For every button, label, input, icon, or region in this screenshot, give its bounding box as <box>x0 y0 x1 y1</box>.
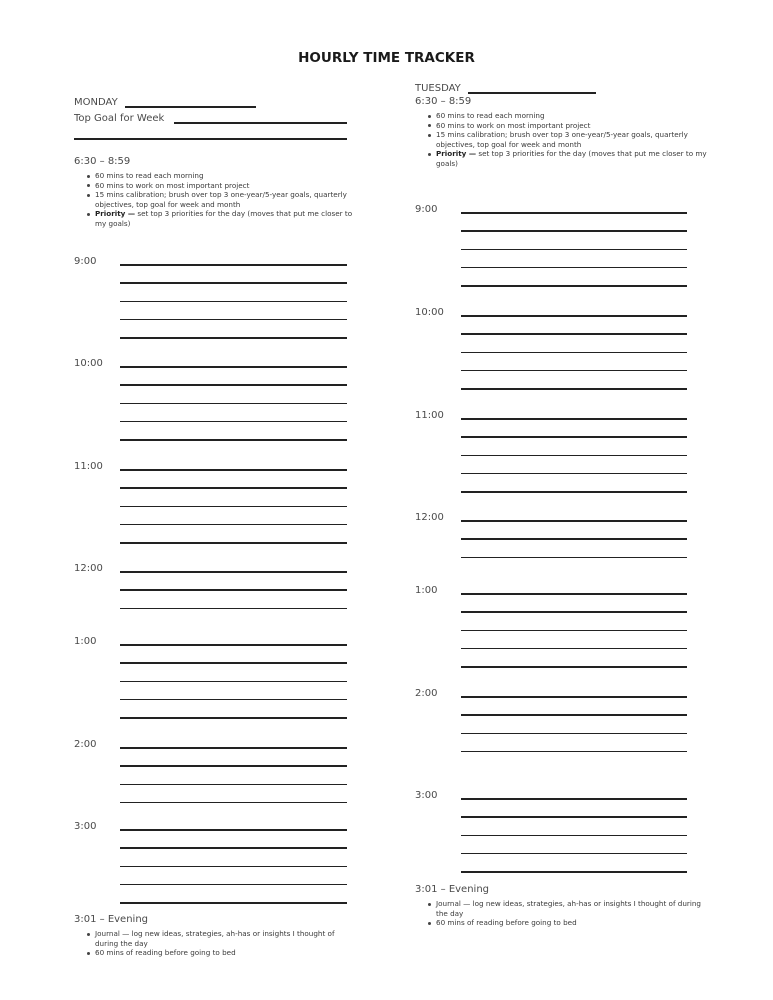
monday-morning-label: 6:30 – 8:59 <box>74 156 131 167</box>
tuesday-label: TUESDAY <box>415 83 461 94</box>
hour-entry-line[interactable] <box>461 388 687 390</box>
hour-entry-line[interactable] <box>120 403 347 405</box>
hour-entry-line[interactable] <box>120 847 347 849</box>
hour-label: 12:00 <box>415 512 444 523</box>
hour-entry-line[interactable] <box>120 542 347 544</box>
tuesday-date-field[interactable] <box>468 92 596 94</box>
hour-entry-line[interactable] <box>461 455 687 457</box>
hour-entry-line[interactable] <box>120 765 347 767</box>
hour-label: 12:00 <box>74 563 103 574</box>
hour-entry-line[interactable] <box>120 866 347 868</box>
hour-entry-line[interactable] <box>461 352 687 354</box>
hour-entry-line[interactable] <box>120 681 347 683</box>
tuesday-morning-list <box>425 111 715 169</box>
priority-bold: Priority — <box>436 149 477 159</box>
priority-text: set top 3 priorities for the day (moves that put me closer to my goals) <box>436 149 707 168</box>
hour-entry-line[interactable] <box>461 835 687 837</box>
monday-evening-label: 3:01 – Evening <box>74 914 149 925</box>
priority-bold: Priority — <box>95 209 136 219</box>
hour-entry-line[interactable] <box>120 902 347 904</box>
hour-entry-line[interactable] <box>120 264 347 266</box>
hour-entry-line[interactable] <box>461 798 687 800</box>
hour-entry-line[interactable] <box>120 282 347 284</box>
hour-entry-line[interactable] <box>461 230 687 232</box>
hour-entry-line[interactable] <box>461 520 687 522</box>
hour-entry-line[interactable] <box>461 418 687 420</box>
hour-entry-line[interactable] <box>461 370 687 372</box>
top-goal-field-line-2[interactable] <box>74 138 347 140</box>
hour-entry-line[interactable] <box>461 816 687 818</box>
hour-entry-line[interactable] <box>461 538 687 540</box>
hour-entry-line[interactable] <box>461 212 687 214</box>
list-item: Journal — log new ideas, strategies, ah-has or insights I thought of during the day <box>425 899 715 918</box>
hour-entry-line[interactable] <box>120 524 347 526</box>
hour-entry-line[interactable] <box>461 611 687 613</box>
hour-entry-line[interactable] <box>120 784 347 786</box>
tuesday-evening-list <box>425 899 715 928</box>
hour-entry-line[interactable] <box>120 487 347 489</box>
hour-entry-line[interactable] <box>461 733 687 735</box>
hour-entry-line[interactable] <box>461 267 687 269</box>
list-item: 15 mins calibration; brush over top 3 one-year/5-year goals, quarterly objectives, top goal for week and month <box>425 130 715 149</box>
top-goal-field[interactable] <box>174 122 347 124</box>
list-item: 60 mins to work on most important project <box>84 181 359 191</box>
hour-entry-line[interactable] <box>461 853 687 855</box>
hour-entry-line[interactable] <box>461 249 687 251</box>
hour-label: 9:00 <box>415 204 438 215</box>
tuesday-morning-label: 6:30 – 8:59 <box>415 96 472 107</box>
hour-entry-line[interactable] <box>461 473 687 475</box>
hour-entry-line[interactable] <box>120 421 347 423</box>
hour-label: 2:00 <box>74 739 97 750</box>
hour-entry-line[interactable] <box>120 366 347 368</box>
list-item: 60 mins to read each morning <box>425 111 715 121</box>
hour-entry-line[interactable] <box>120 662 347 664</box>
hour-entry-line[interactable] <box>120 644 347 646</box>
hour-entry-line[interactable] <box>120 589 347 591</box>
hour-entry-line[interactable] <box>120 319 347 321</box>
hour-entry-line[interactable] <box>120 802 347 804</box>
tuesday-evening-label: 3:01 – Evening <box>415 884 490 895</box>
hour-entry-line[interactable] <box>120 337 347 339</box>
hour-entry-line[interactable] <box>461 557 687 559</box>
hour-entry-line[interactable] <box>461 648 687 650</box>
hour-label: 11:00 <box>415 410 444 421</box>
priority-text: set top 3 priorities for the day (moves that put me closer to my goals) <box>95 209 353 228</box>
list-item <box>425 149 715 168</box>
hour-entry-line[interactable] <box>120 571 347 573</box>
hour-entry-line[interactable] <box>120 439 347 441</box>
list-item: 60 mins of reading before going to bed <box>84 948 359 958</box>
hour-entry-line[interactable] <box>461 751 687 753</box>
hour-label: 1:00 <box>415 585 438 596</box>
list-item: Journal — log new ideas, strategies, ah-has or insights I thought of during the day <box>84 929 359 948</box>
monday-evening-list <box>84 929 359 958</box>
list-item: 60 mins to read each morning <box>84 171 359 181</box>
monday-morning-list <box>84 171 359 229</box>
hour-entry-line[interactable] <box>120 608 347 610</box>
hour-entry-line[interactable] <box>120 829 347 831</box>
hour-entry-line[interactable] <box>120 384 347 386</box>
hour-entry-line[interactable] <box>120 747 347 749</box>
list-item <box>84 209 359 228</box>
hour-entry-line[interactable] <box>461 285 687 287</box>
hour-entry-line[interactable] <box>120 884 347 886</box>
hour-entry-line[interactable] <box>461 315 687 317</box>
hour-entry-line[interactable] <box>120 717 347 719</box>
list-item: 15 mins calibration; brush over top 3 one-year/5-year goals, quarterly objectives, top goal for week and month <box>84 190 359 209</box>
hour-entry-line[interactable] <box>461 714 687 716</box>
hour-entry-line[interactable] <box>461 491 687 493</box>
hour-entry-line[interactable] <box>461 696 687 698</box>
page-title: HOURLY TIME TRACKER <box>298 50 475 66</box>
list-item: 60 mins of reading before going to bed <box>425 918 715 928</box>
hour-entry-line[interactable] <box>461 333 687 335</box>
hour-entry-line[interactable] <box>120 469 347 471</box>
hour-entry-line[interactable] <box>461 436 687 438</box>
hour-label: 1:00 <box>74 636 97 647</box>
hour-entry-line[interactable] <box>120 699 347 701</box>
hour-label: 10:00 <box>74 358 103 369</box>
monday-date-field[interactable] <box>125 106 256 108</box>
hour-label: 10:00 <box>415 307 444 318</box>
hour-label: 2:00 <box>415 688 438 699</box>
monday-label: MONDAY <box>74 97 118 108</box>
hour-entry-line[interactable] <box>461 666 687 668</box>
list-item: 60 mins to work on most important project <box>425 121 715 131</box>
top-goal-label: Top Goal for Week <box>74 113 165 124</box>
hour-label: 3:00 <box>415 790 438 801</box>
hour-entry-line[interactable] <box>120 301 347 303</box>
hour-label: 9:00 <box>74 256 97 267</box>
hour-entry-line[interactable] <box>461 630 687 632</box>
hour-entry-line[interactable] <box>461 871 687 873</box>
hour-label: 3:00 <box>74 821 97 832</box>
hour-entry-line[interactable] <box>461 593 687 595</box>
hour-entry-line[interactable] <box>120 506 347 508</box>
hour-label: 11:00 <box>74 461 103 472</box>
